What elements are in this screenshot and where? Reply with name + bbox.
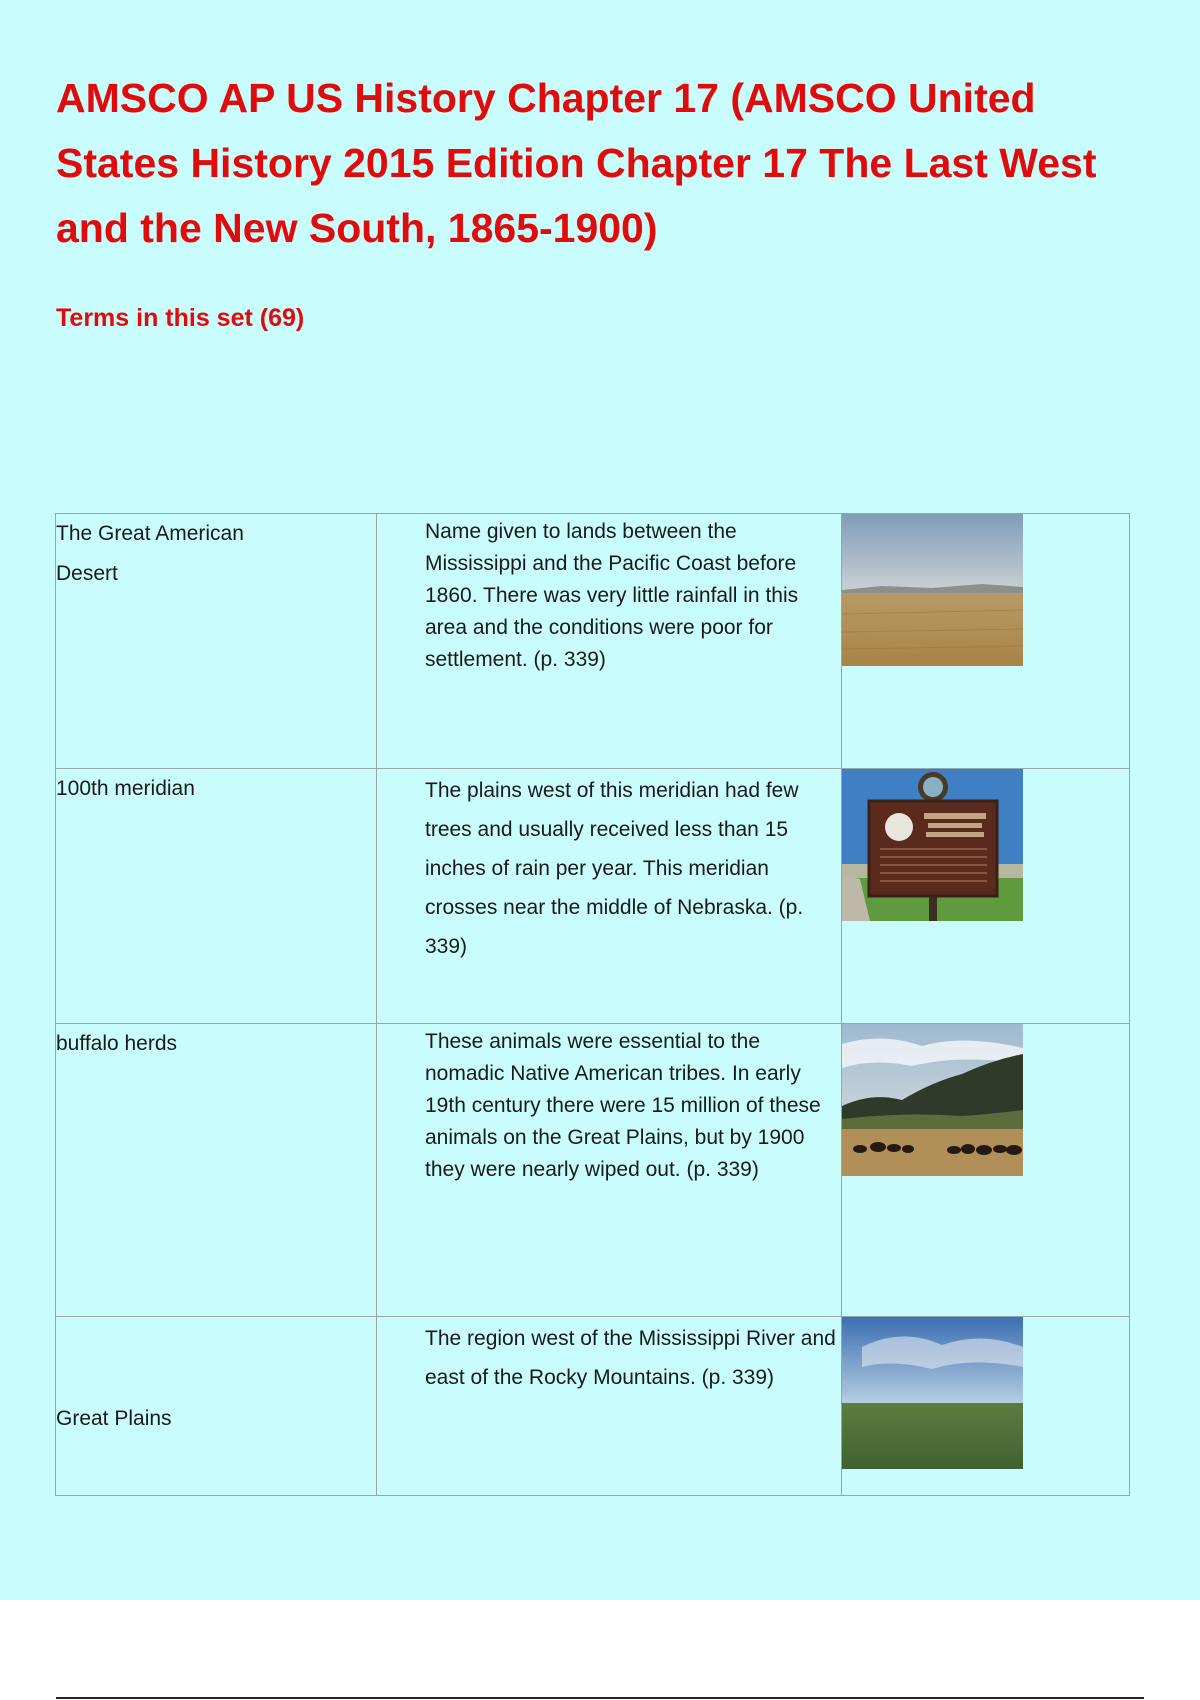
definition-cell xyxy=(377,1024,842,1317)
definition-text: The region west of the Mississippi River and east of the Rocky Mountains. (p. 339) xyxy=(425,1327,836,1389)
image-cell xyxy=(842,769,1130,1024)
term-cell xyxy=(56,1024,377,1317)
historical-marker-photo xyxy=(842,769,1023,921)
term-cell xyxy=(56,1317,377,1496)
definition-text: The plains west of this meridian had few trees and usually received less than 15 inches of rain per year. This meridian crosses near the middle of Nebraska. (p. 339) xyxy=(425,779,804,958)
definition-cell xyxy=(377,769,842,1024)
table-row xyxy=(56,1317,1130,1496)
table-row xyxy=(56,769,1130,1024)
terms-table xyxy=(55,513,1130,1496)
term-text: The Great American xyxy=(56,522,244,545)
term-text: 100th meridian xyxy=(56,777,195,800)
image-cell xyxy=(842,1024,1130,1317)
term-text: Great Plains xyxy=(56,1407,172,1430)
desert-plain-photo xyxy=(842,514,1023,666)
term-text: Desert xyxy=(56,562,118,585)
definition-cell xyxy=(377,514,842,769)
definition-text: Name given to lands between the Mississippi and the Pacific Coast before 1860. There was very little rainfall in this area and the conditions were poor for settlement. (p. 339) xyxy=(425,520,799,671)
definition-text: These animals were essential to the nomadic Native American tribes. In early 19th century there were 15 million of these animals on the Great Plains, but by 1900 they were nearly wiped out. (p. 339) xyxy=(425,1030,821,1181)
table-row xyxy=(56,514,1130,769)
image-cell xyxy=(842,514,1130,769)
term-text: buffalo herds xyxy=(56,1032,178,1055)
image-cell xyxy=(842,1317,1130,1496)
buffalo-herd-photo xyxy=(842,1024,1023,1176)
terms-count-label: Terms in this set (69) xyxy=(56,304,305,332)
term-cell xyxy=(56,514,377,769)
footer-divider xyxy=(56,1697,1144,1699)
page-title: AMSCO AP US History Chapter 17 (AMSCO United States History 2015 Edition Chapter 17 The Last West and the New South, 1865-1900) xyxy=(56,75,1097,251)
definition-cell xyxy=(377,1317,842,1496)
term-cell xyxy=(56,769,377,1024)
table-row xyxy=(56,1024,1130,1317)
grassland-photo xyxy=(842,1317,1023,1469)
